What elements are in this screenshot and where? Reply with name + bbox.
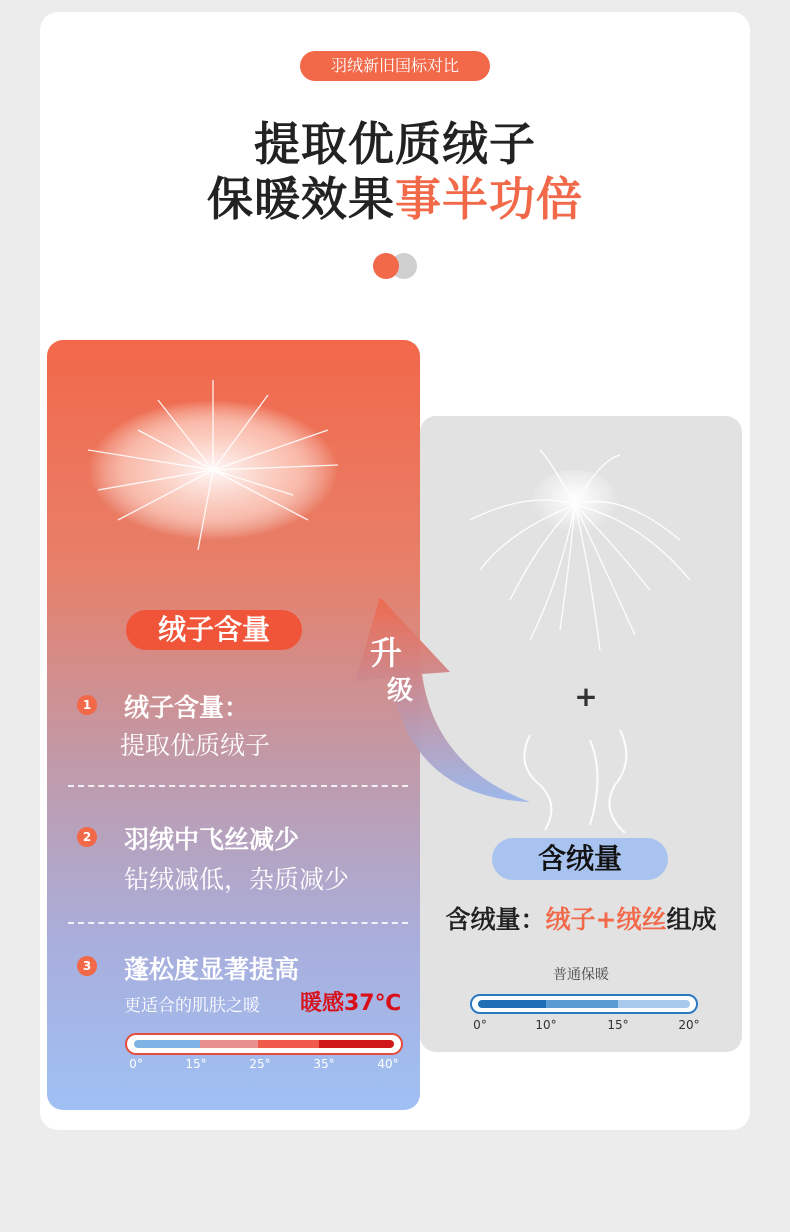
carousel-dot-1[interactable] <box>373 253 399 279</box>
premium-warmth-seg-4 <box>319 1040 394 1048</box>
composition-line <box>420 900 742 936</box>
divider-2 <box>68 922 408 924</box>
premium-warmth-seg-3 <box>258 1040 319 1048</box>
normal-tick: 0° <box>473 1018 487 1032</box>
item-3-number: 3 <box>77 956 97 976</box>
composition-suffix: 组成 <box>666 905 717 934</box>
normal-warmth-seg-3 <box>618 1000 690 1008</box>
premium-tick: 25° <box>249 1057 271 1071</box>
item-3-subtitle: 更适合的肌肤之暖 <box>124 996 260 1016</box>
normal-tick: 10° <box>535 1018 557 1032</box>
item-2-subtitle: 钻绒减低，杂质减少 <box>124 865 350 894</box>
normal-warmth-label: 普通保暖 <box>553 967 609 983</box>
item-3-title: 蓬松度显著提高 <box>124 955 300 984</box>
item-2-number: 2 <box>77 827 97 847</box>
down-content-pill: 含绒量 <box>492 838 668 880</box>
item-1-title: 绒子含量： <box>124 693 250 722</box>
item-2-title: 羽绒中飞丝减少 <box>124 825 300 854</box>
premium-tick: 0° <box>129 1057 143 1071</box>
item-1-subtitle: 提取优质绒子 <box>120 731 271 760</box>
normal-tick: 15° <box>607 1018 629 1032</box>
normal-warmth-seg-1 <box>478 1000 546 1008</box>
upgrade-arrow-icon <box>350 592 550 812</box>
plus-sign: + <box>574 680 598 713</box>
headline-line-2-accent: 事半功倍 <box>395 172 583 226</box>
composition-highlight: 绒子+绒丝 <box>545 905 667 934</box>
item-1-number: 1 <box>77 695 97 715</box>
upgrade-char-2: 级 <box>387 676 414 706</box>
normal-tick: 20° <box>678 1018 700 1032</box>
composition-prefix: 含绒量： <box>445 905 546 934</box>
premium-tick: 35° <box>313 1057 335 1071</box>
headline-line-2-plain: 保暖效果 <box>207 172 395 226</box>
premium-tick: 15° <box>185 1057 207 1071</box>
upgrade-char-1: 升 <box>370 634 403 672</box>
fluff-content-pill: 绒子含量 <box>126 610 302 650</box>
normal-warmth-bar <box>470 994 698 1014</box>
headline-line-2 <box>0 163 790 229</box>
divider-1 <box>68 785 408 787</box>
carousel-dots <box>373 253 419 279</box>
category-badge: 羽绒新旧国标对比 <box>300 51 490 81</box>
premium-tick: 40° <box>377 1057 399 1071</box>
down-cluster-illustration <box>78 370 348 560</box>
item-3-warmth-highlight: 暖感37℃ <box>300 991 402 1016</box>
headline-line-1: 提取优质绒子 <box>254 117 536 171</box>
premium-warmth-bar <box>125 1033 403 1055</box>
normal-warmth-seg-2 <box>546 1000 618 1008</box>
premium-warmth-seg-1 <box>134 1040 200 1048</box>
premium-warmth-seg-2 <box>200 1040 258 1048</box>
